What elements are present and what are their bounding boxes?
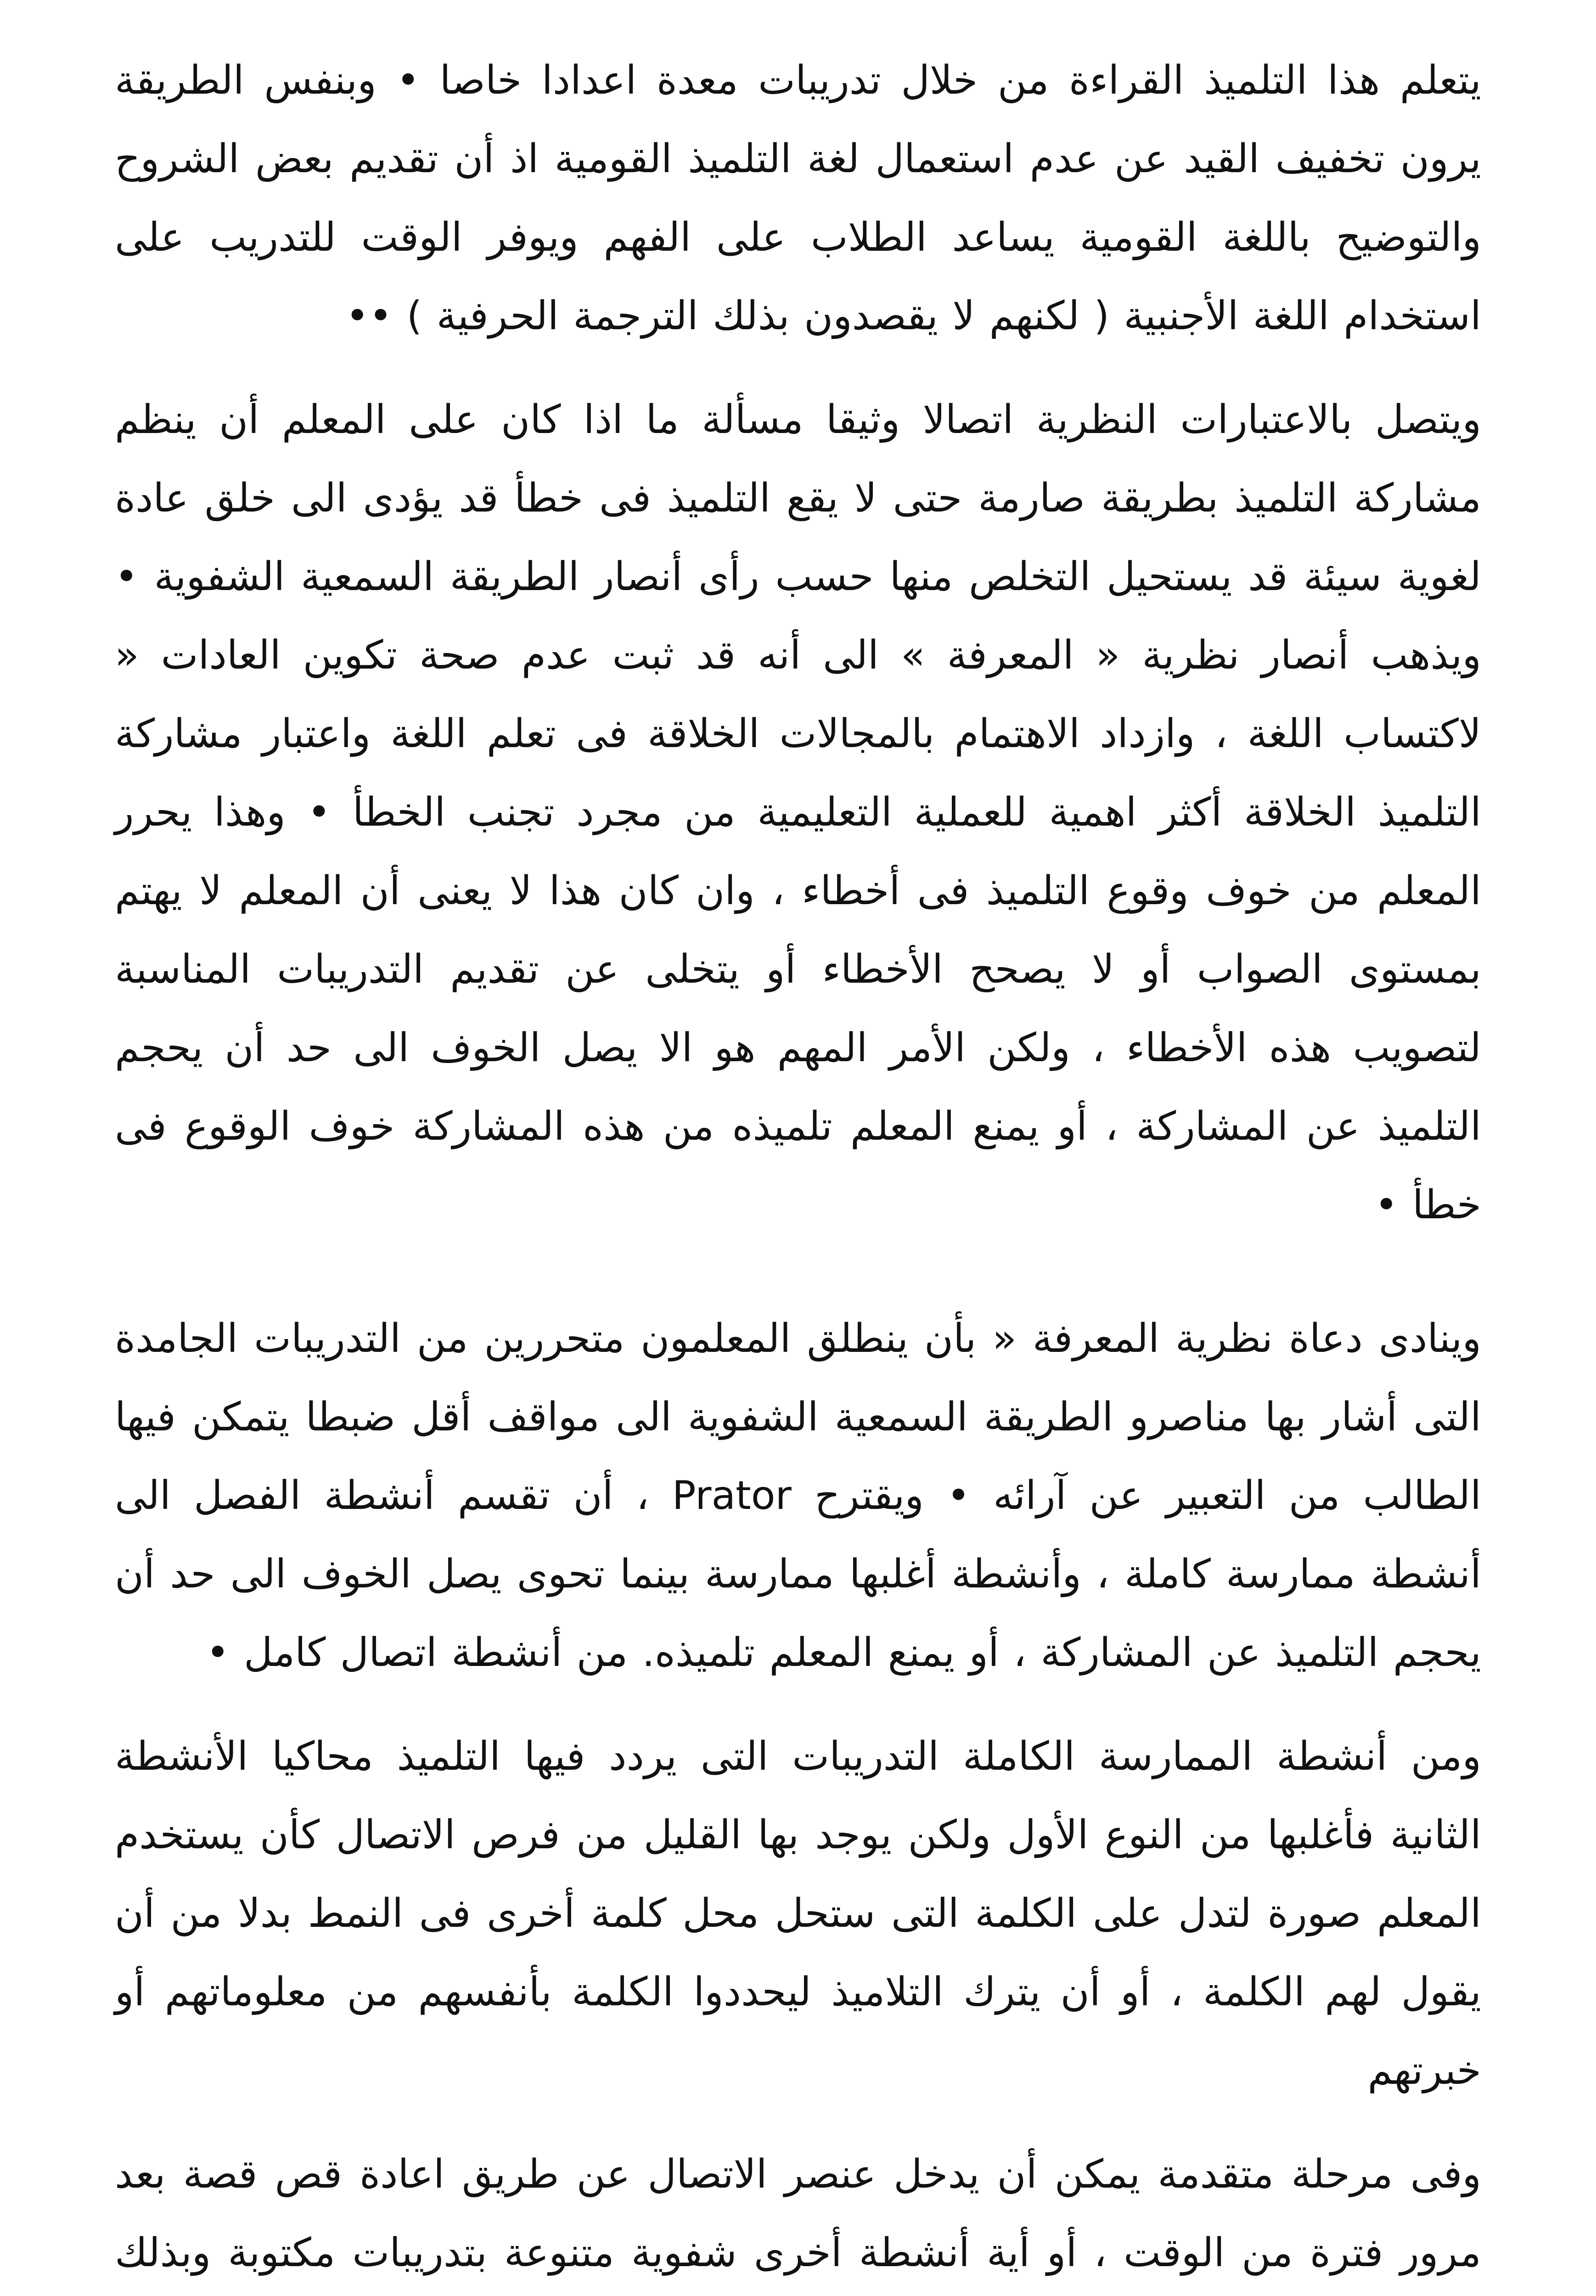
paragraph-gap [115, 1244, 1481, 1300]
paragraph-5: وفى مرحلة متقدمة يمكن أن يدخل عنصر الاتصال عن طريق اعادة قص قصة بعد مرور فترة من الوقت ، أو أية أنشطة أخرى شفوية متنوعة بتدريبات مكتوبة وبذلك [115, 2151, 1481, 2276]
paragraph-2: ويتصل بالاعتبارات النظرية اتصالا وثيقا مسألة ما اذا كان على المعلم أن ينظم مشاركة التلميذ بطريقة صارمة حتى لا يقع التلميذ فى خطأ قد يؤدى الى خلق عادة لغوية سيئة قد يستحيل التخلص منها حسب رأى أنصار الطريقة السمعية الشفوية • ويذهب أنصار نظرية « المعرفة » الى أنه قد ثبت عدم صحة تكوين العادات « لاكتساب اللغة ، وازداد الاهتمام بالمجالات الخلاقة فى تعلم اللغة واعتبار مشاركة التلميذ الخلاقة أكثر اهمية للعملية التعليمية من مجرد تجنب الخطأ • وهذا يحرر المعلم من خوف وقوع التلميذ فى أخطاء ، وان كان هذا لا يعنى أن المعلم لا يهتم بمستوى الصواب أو لا يصحح الأخطاء أو يتخلى عن تقديم التدريبات المناسبة لتصويب هذه الأخطاء ، ولكن الأمر المهم هو الا يصل الخوف الى حد أن يحجم التلميذ عن المشاركة ، أو يمنع المعلم تلميذه من هذه المشاركة خوف الوقوع فى خطأ • [115, 397, 1481, 1228]
paragraph-1: يتعلم هذا التلميذ القراءة من خلال تدريبات معدة اعدادا خاصا • وبنفس الطريقة يرون تخفيف القيد عن عدم استعمال لغة التلميذ القومية اذ أن تقديم بعض الشروح والتوضيح باللغة القومية يساعد الطلاب على الفهم ويوفر الوقت للتدريب على استخدام اللغة الأجنبية ( لكنهم لا يقصدون بذلك الترجمة الحرفية ) •• [115, 57, 1481, 339]
paragraph-gap [115, 1692, 1481, 1717]
paragraph-3: وينادى دعاة نظرية المعرفة « بأن ينطلق المعلمون متحررين من التدريبات الجامدة التى أشار بها مناصرو الطريقة السمعية الشفوية الى مواقف أقل ضبطا يتمكن فيها الطالب من التعبير عن آرائه • ويقترح Prator ، أن تقسم أنشطة الفصل الى أنشطة ممارسة كاملة ، وأنشطة أغلبها ممارسة بينما تحوى يصل الخوف الى حد أن يحجم التلميذ عن المشاركة ، أو يمنع المعلم تلميذه. من أنشطة اتصال كامل • [115, 1316, 1481, 1676]
paragraph-gap [115, 355, 1481, 381]
document-page [115, 41, 1481, 2296]
paragraph-gap [115, 2110, 1481, 2135]
paragraph-4: ومن أنشطة الممارسة الكاملة التدريبات التى يردد فيها التلميذ محاكيا الأنشطة الثانية فأغلبها من النوع الأول ولكن يوجد بها القليل من فرص الاتصال كأن يستخدم المعلم صورة لتدل على الكلمة التى ستحل محل كلمة أخرى فى النمط بدلا من أن يقول لهم الكلمة ، أو أن يترك التلاميذ ليحددوا الكلمة بأنفسهم من معلوماتهم أو خبرتهم [115, 1733, 1481, 2093]
